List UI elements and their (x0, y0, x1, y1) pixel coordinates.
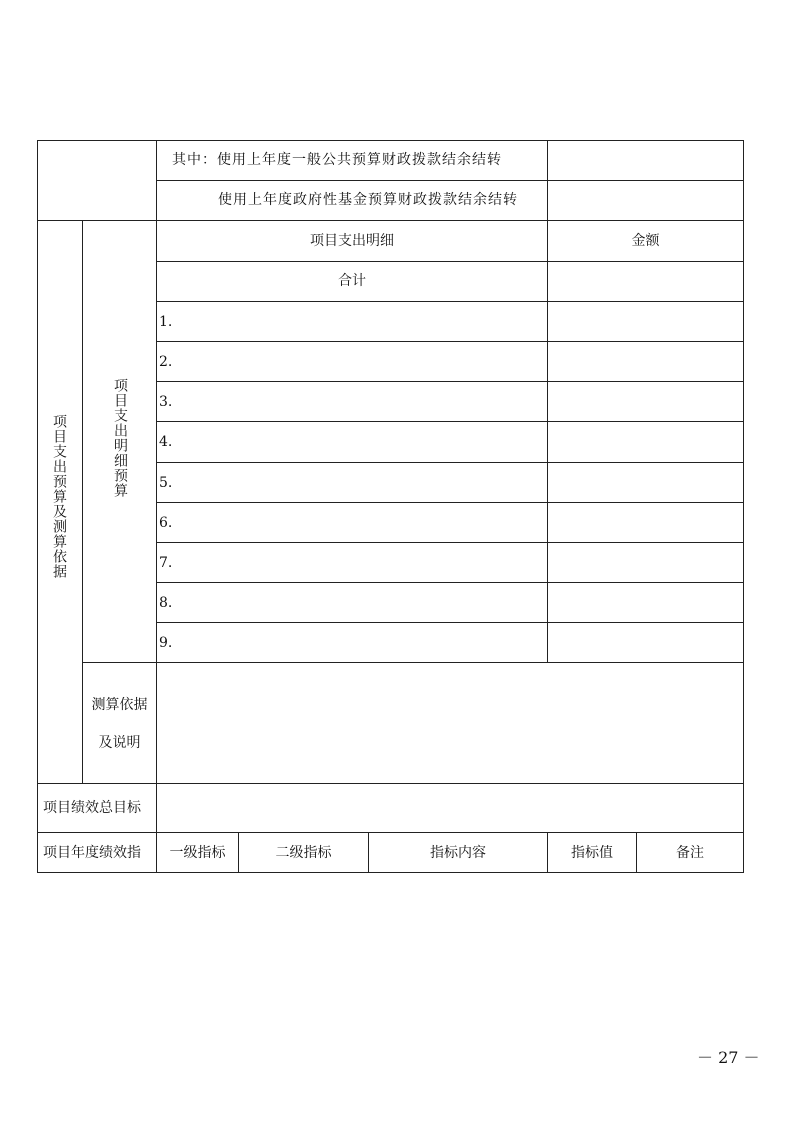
total-label: 合计 (338, 273, 366, 289)
table-rule (157, 180, 744, 181)
level2-indicator-header: 二级指标 (275, 845, 332, 861)
performance-goal-label: 项目绩效总目标 (43, 800, 141, 816)
table-rule (157, 622, 744, 623)
table-rule (83, 662, 744, 663)
table-rule (37, 783, 744, 784)
table-rule (157, 421, 744, 422)
level1-indicator-header: 一级指标 (169, 845, 226, 861)
item-number: 7. (159, 555, 173, 571)
item-number: 3. (159, 394, 173, 410)
table-border-bottom (37, 872, 744, 873)
basis-label-line2: 及说明 (98, 735, 141, 751)
page-number: － 27 － (697, 1048, 760, 1067)
item-number: 9. (159, 635, 173, 651)
table-rule (157, 301, 744, 302)
item-number: 4. (159, 434, 173, 450)
yearly-performance-label: 项目年度绩效指 (43, 845, 141, 861)
table-rule (157, 261, 744, 262)
funding-row-government-fund: 使用上年度政府性基金预算财政拨款结余结转 (218, 192, 518, 208)
amount-header: 金额 (631, 233, 660, 249)
table-rule (157, 582, 744, 583)
item-number: 8. (159, 595, 173, 611)
outer-section-label: 项目支出预算及测算依据 (51, 414, 67, 579)
item-number: 6. (159, 515, 173, 531)
indicator-value-header: 指标值 (571, 845, 613, 861)
table-rule (157, 462, 744, 463)
table-border-top (37, 140, 744, 141)
detail-header: 项目支出明细 (310, 233, 394, 249)
table-rule (547, 140, 548, 663)
table-rule (157, 502, 744, 503)
table-border-right (743, 140, 744, 873)
table-rule (157, 381, 744, 382)
item-number: 1. (159, 314, 173, 330)
table-border-left (37, 140, 38, 873)
indicator-content-header: 指标内容 (430, 845, 486, 861)
funding-row-general-budget: 其中：使用上年度一般公共预算财政拨款结余结转 (172, 152, 502, 168)
inner-section-label: 项目支出明细预算 (112, 378, 128, 498)
table-rule (37, 220, 744, 221)
table-rule (157, 542, 744, 543)
table-rule (37, 832, 744, 833)
basis-label-line1: 测算依据 (91, 697, 148, 713)
note-header: 备注 (676, 845, 704, 861)
item-number: 2. (159, 354, 173, 370)
item-number: 5. (159, 475, 173, 491)
table-rule (157, 341, 744, 342)
